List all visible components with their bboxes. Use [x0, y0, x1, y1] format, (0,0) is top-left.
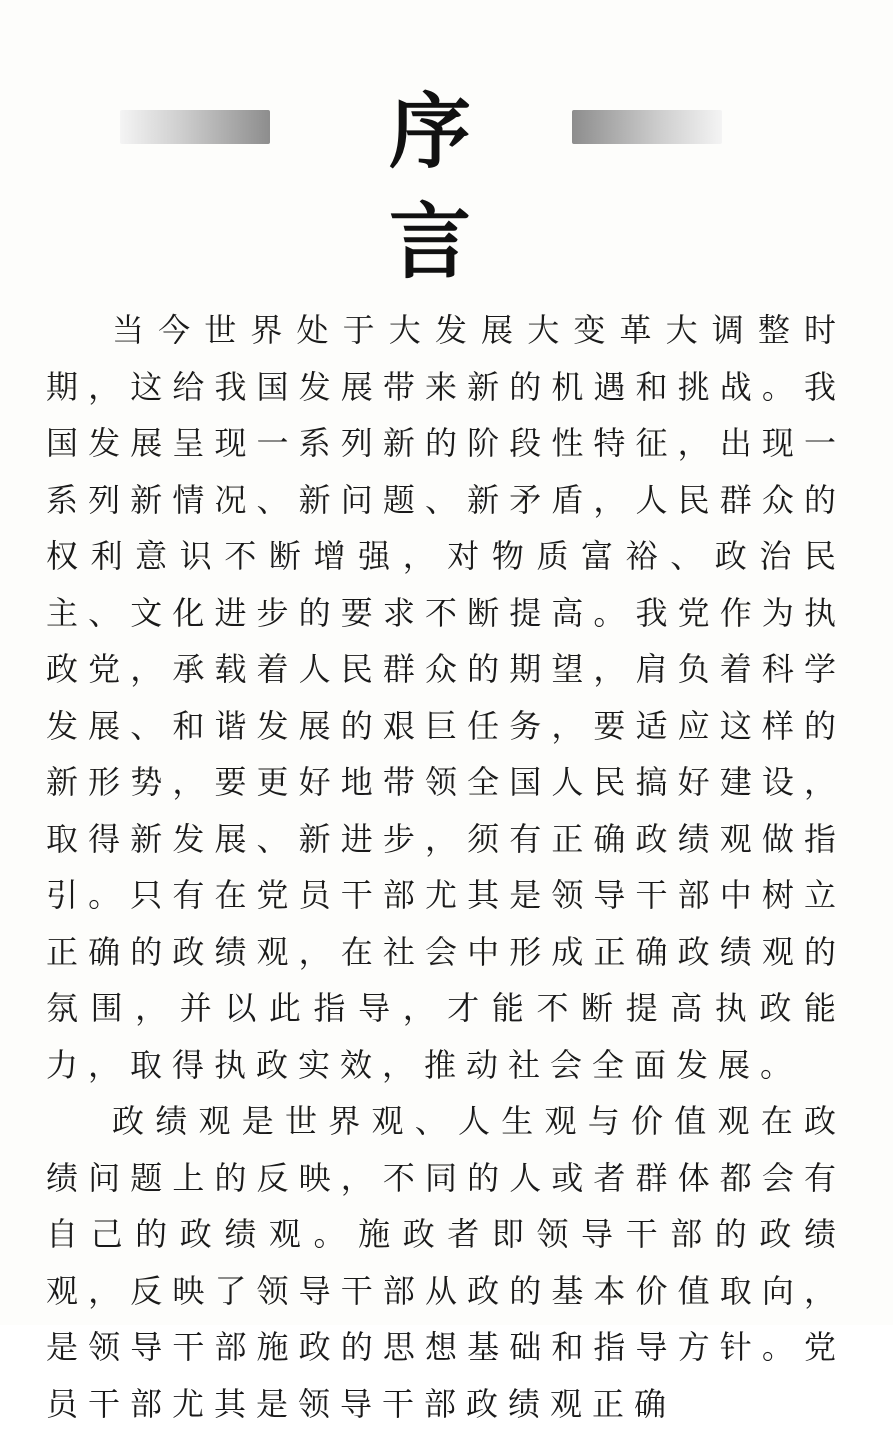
decorative-bar-right	[572, 110, 722, 144]
paragraph-2: 政绩观是世界观、人生观与价值观在政绩问题上的反映，不同的人或者群体都会有自己的政绩观。施政者即领导干部的政绩观，反映了领导干部从政的基本价值取向，是领导干部施政的思想基础和指导方针。党员干部尤其是领导干部政绩观正确	[46, 1102, 846, 1423]
decorative-bar-left	[120, 110, 270, 144]
page-title: 序言	[388, 85, 509, 290]
body-text	[46, 302, 846, 1432]
paragraph-1: 当今世界处于大发展大变革大调整时期，这给我国发展带来新的机遇和挑战。我国发展呈现一系列新的阶段性特征，出现一系列新情况、新问题、新矛盾，人民群众的权利意识不断增强，对物质富裕、政治民主、文化进步的要求不断提高。我党作为执政党，承载着人民群众的期望，肩负着科学发展、和谐发展的艰巨任务，要适应这样的新形势，要更好地带领全国人民搞好建设，取得新发展、新进步，须有正确政绩观做指引。只有在党员干部尤其是领导干部中树立正确的政绩观，在社会中形成正确政绩观的氛围，并以此指导，才能不断提高执政能力，取得执政实效，推动社会全面发展。	[46, 311, 846, 1084]
title-banner	[0, 78, 893, 290]
